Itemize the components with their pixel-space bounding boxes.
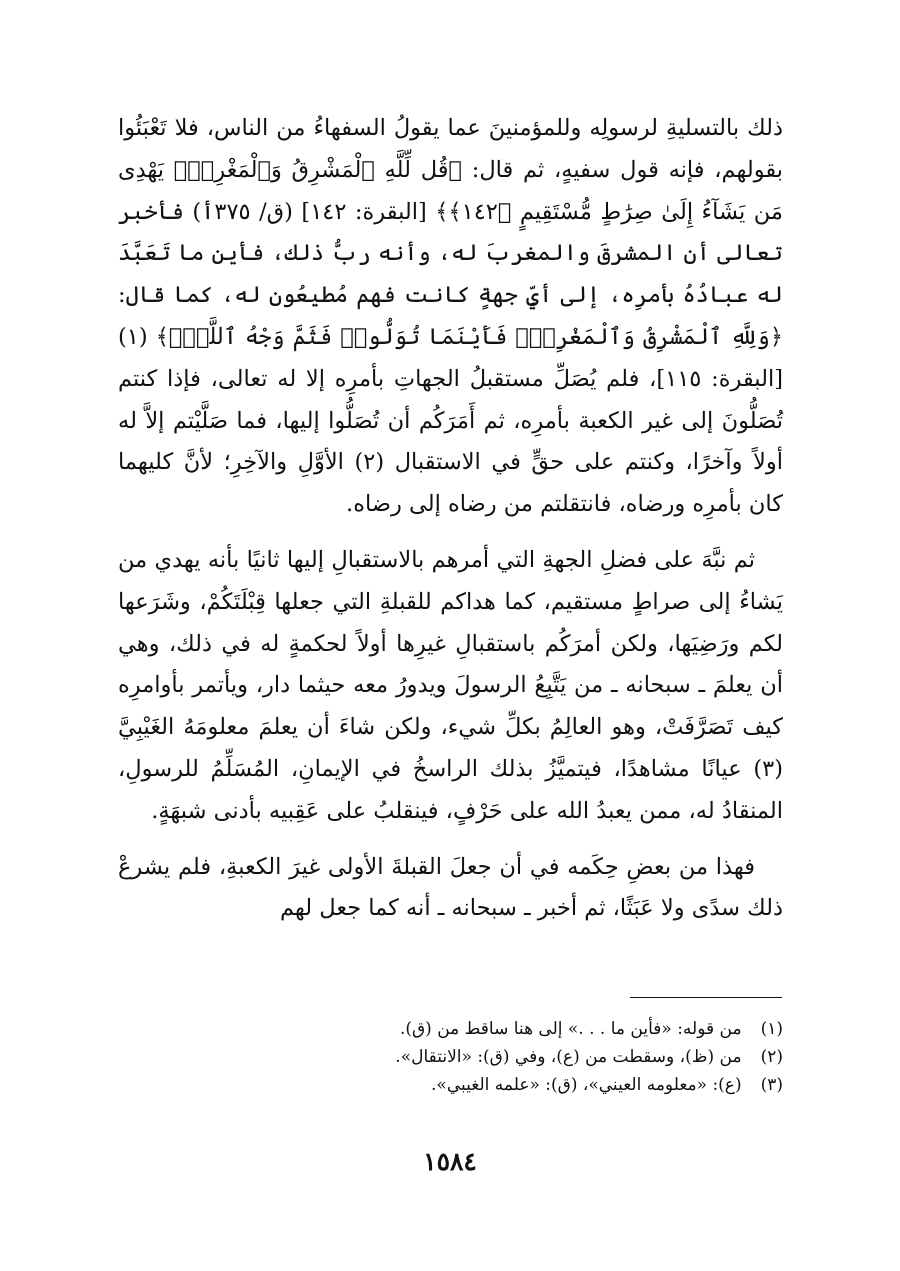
footnote-number: (١) <box>760 1019 783 1039</box>
paragraph-2: ثم نبَّهَ على فضلِ الجهةِ التي أمرهم بالاستقبالِ إليها ثانيًا بأنه يهدي من يَشاءُ إلى صراطٍ مستقيم، كما هداكم للقبلةِ التي جعلها قِبْلَتَكُمْ، وشَرَعها لكم ورَضِيَها، ولكن أمرَكُم باستقبالِ غيرِها أولاً لحكمةٍ له في ذلك، وهي أن يعلمَ ـ سبحانه ـ من يَتَّبِعُ الرسولَ ويدورُ معه حيثما دار، ويأتمر بأوامرِه كيف تَصَرَّفَتْ، وهو العالِمُ بكلِّ شيء، ولكن شاءَ أن يعلمَ معلومَهُ الغَيْبِيَّ (٣) عيانًا مشاهدًا، فيتميَّزُ بذلك الراسخُ في الإيمانِ، المُسَلِّمُ للرسولِ، المنقادُ له، ممن يعبدُ الله على حَرْفٍ، فينقلبُ على عَقِبيه بأدنى شبهَةٍ. <box>118 546 783 824</box>
footnote-text: (ع): «معلومه العيني»، (ق): «علمه الغيبي». <box>431 1075 742 1095</box>
paragraph-3: فهذا من بعضِ حِكَمه في أن جعلَ القبلةَ الأولى غيرَ الكعبةِ، فلم يشرعْ ذلك سدًى ولا عَبَثًا، ثم أخبر ـ سبحانه ـ أنه كما جعل لهم <box>118 853 783 922</box>
footnote-number: (٣) <box>760 1075 783 1095</box>
main-text <box>118 108 783 930</box>
page-number: ١٥٨٤ <box>423 1147 477 1176</box>
footnote-1 <box>118 1015 783 1043</box>
footnote-separator <box>630 997 782 998</box>
footnote-2 <box>118 1043 783 1071</box>
footnote-number: (٢) <box>760 1047 783 1067</box>
footnote-text: من قوله: «فأين ما . . .» إلى هنا ساقط من (ق). <box>399 1019 742 1039</box>
footnote-3 <box>118 1071 783 1099</box>
paragraph-1: ذلك بالتسليةِ لرسولِه وللمؤمنينَ عما يقولُ السفهاءُ من الناس، فلا تَعْبَئُوا بقولهم، فإنه قول سفيهٍ، ثم قال: ﴿قُل لِّلَّهِ ٱلْمَشْرِقُ وَٱلْمَغْرِبُۚ يَهْدِى مَن يَشَآءُ إِلَىٰ صِرَٰطٍ مُّسْتَقِيمٍ ﴿١٤٢﴾﴾ [البقرة: ١٤٢] (ق/ ٣٧٥أ) فأخبر تعالى أن المشرقَ والمغربَ له، وأنه ربُّ ذلك، فأين ما تَعَبَّدَ له عبادُهُ بأمرِه، إلى أيِّ جهةٍ كانت فهم مُطيعُون له، كما قال: ﴿وَلِلَّهِ ٱلْمَشْرِقُ وَٱلْمَغْرِبُۚ فَأَيْنَمَا تُوَلُّوا۟ فَثَمَّ وَجْهُ ٱللَّهِۚ﴾ (١) [البقرة: ١١٥]، فلم يُصَلِّ مستقبلُ الجهاتِ بأمرِه إلا له تعالى، فإذا كنتم تُصَلُّونَ إلى غير الكعبة بأمرِه، ثم أَمَرَكُم أن تُصَلُّوا إليها، فما صَلَّيْتم إلاَّ له أولاً وآخرًا، وكنتم على حقٍّ في الاستقبال (٢) الأوَّلِ والآخِرِ؛ لأنَّ كليهما كان بأمرِه ورضاه، فانتقلتم من رضاه إلى رضاه. <box>118 115 783 518</box>
footnotes <box>118 1015 783 1099</box>
footnote-text: من (ظ)، وسقطت من (ع)، وفي (ق): «الانتقال». <box>395 1047 742 1067</box>
